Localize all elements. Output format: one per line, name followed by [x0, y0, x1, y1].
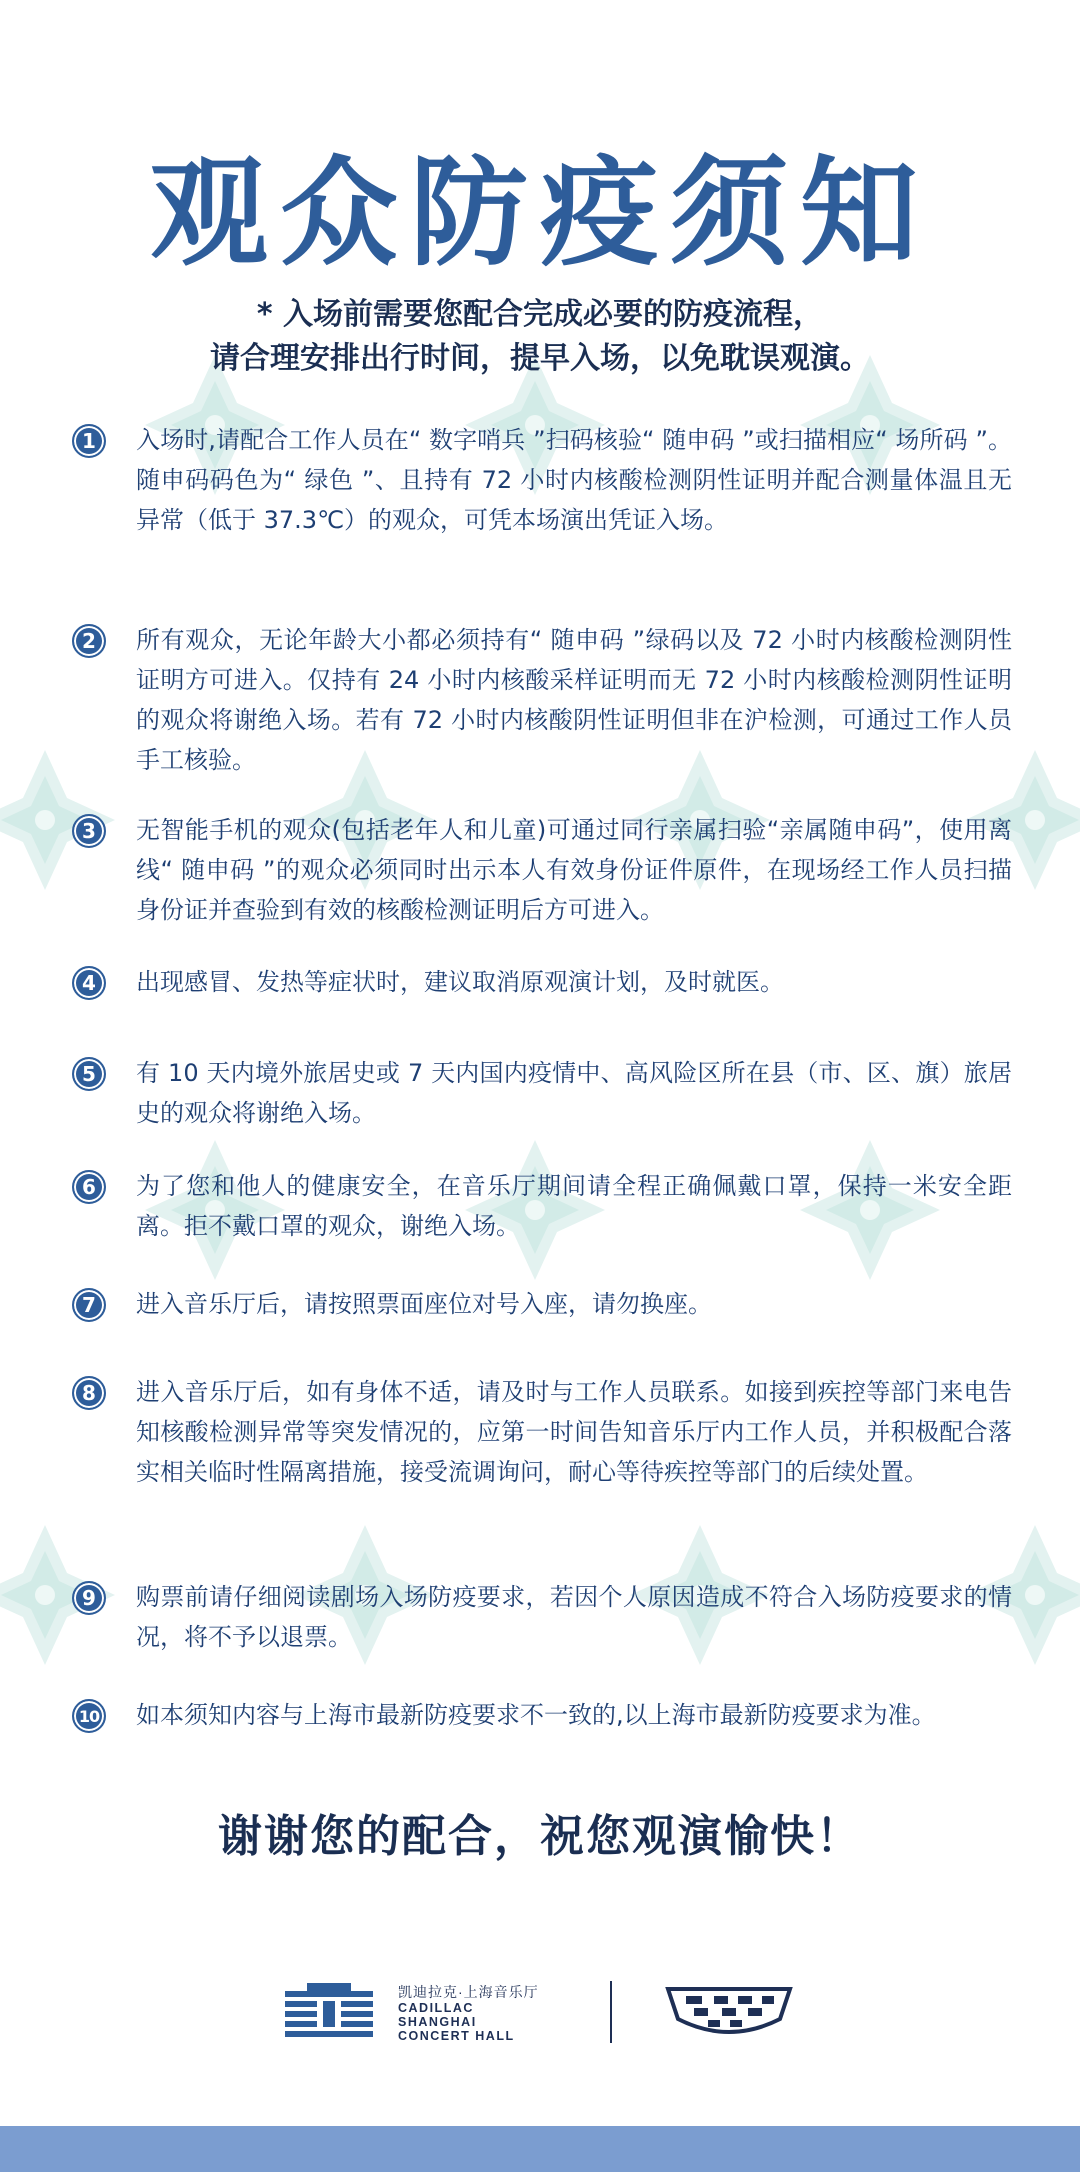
page-title: 观众防疫须知	[149, 144, 930, 282]
bottom-color-bar	[0, 2126, 1080, 2172]
footer-logos	[0, 1975, 1080, 2045]
rule-text: 出现感冒、发热等症状时，建议取消原观演计划，及时就医。	[136, 968, 784, 996]
rule-text: 购票前请仔细阅读剧场入场防疫要求，若因个人原因造成不符合入场防疫要求的情况，将不予以退票。	[136, 1583, 1012, 1651]
number-badge: 4	[72, 966, 106, 1000]
number-badge: 2	[72, 624, 106, 658]
number-badge: 9	[72, 1581, 106, 1615]
rule-item-9	[72, 1577, 1012, 1657]
number-badge: 10	[72, 1699, 106, 1733]
rule-item-5	[72, 1053, 1012, 1133]
number-badge: 3	[72, 814, 106, 848]
hall-name-en-2: SHANGHAI	[398, 2015, 477, 2029]
intro-line-2: 请合理安排出行时间，提早入场，以免耽误观演。	[210, 341, 870, 376]
intro-line-1: * 入场前需要您配合完成必要的防疫流程，	[256, 297, 824, 332]
cadillac-crest-icon	[664, 1985, 794, 2039]
hall-name-en-1: CADILLAC	[398, 2001, 474, 2015]
rule-item-3	[72, 810, 1012, 930]
concert-hall-name	[398, 1983, 539, 2043]
logo-divider	[610, 1981, 612, 2043]
number-badge: 5	[72, 1057, 106, 1091]
hall-name-en-3: CONCERT HALL	[398, 2029, 515, 2043]
rule-text: 如本须知内容与上海市最新防疫要求不一致的,以上海市最新防疫要求为准。	[136, 1701, 936, 1729]
rule-item-1	[72, 420, 1012, 540]
rule-text: 进入音乐厅后，如有身体不适，请及时与工作人员联系。如接到疾控等部门来电告知核酸检测异常等突发情况的，应第一时间告知音乐厅内工作人员，并积极配合落实相关临时性隔离措施，接受流调询问，耐心等待疾控等部门的后续处置。	[136, 1378, 1012, 1486]
number-badge: 6	[72, 1170, 106, 1204]
intro-note	[0, 293, 1080, 381]
rule-text: 入场时,请配合工作人员在“ 数字哨兵 ”扫码核验“ 随申码 ”或扫描相应“ 场所码 ”。随申码码色为“ 绿色 ”、且持有 72 小时内核酸检测阴性证明并配合测量体温且无异常（低于 37.3℃）的观众，可凭本场演出凭证入场。	[136, 426, 1012, 534]
hall-name-cn: 凯迪拉克·上海音乐厅	[398, 1984, 539, 2000]
rule-item-10	[72, 1695, 1012, 1735]
thanks-message: 谢谢您的配合，祝您观演愉快！	[218, 1811, 862, 1862]
rule-item-2	[72, 620, 1012, 780]
rule-text: 进入音乐厅后，请按照票面座位对号入座，请勿换座。	[136, 1290, 712, 1318]
number-badge: 8	[72, 1376, 106, 1410]
rule-item-4	[72, 962, 1012, 1002]
rule-text: 无智能手机的观众(包括老年人和儿童)可通过同行亲属扫验“亲属随申码”，使用离线“ 随申码 ”的观众必须同时出示本人有效身份证件原件，在现场经工作人员扫描身份证并查验到有效的核酸检测证明后方可进入。	[136, 816, 1012, 924]
concert-hall-logo-icon	[285, 1983, 373, 2039]
rule-text: 有 10 天内境外旅居史或 7 天内国内疫情中、高风险区所在县（市、区、旗）旅居史的观众将谢绝入场。	[136, 1059, 1012, 1127]
rule-item-6	[72, 1166, 1012, 1246]
rule-item-8	[72, 1372, 1012, 1492]
rule-text: 所有观众，无论年龄大小都必须持有“ 随申码 ”绿码以及 72 小时内核酸检测阴性证明方可进入。仅持有 24 小时内核酸采样证明而无 72 小时内核酸检测阴性证明的观众将谢绝入场。若有 72 小时内核酸阴性证明但非在沪检测，可通过工作人员手工核验。	[136, 626, 1012, 774]
number-badge: 7	[72, 1288, 106, 1322]
number-badge: 1	[72, 424, 106, 458]
rule-text: 为了您和他人的健康安全，在音乐厅期间请全程正确佩戴口罩，保持一米安全距离。拒不戴口罩的观众，谢绝入场。	[136, 1172, 1012, 1240]
rule-item-7	[72, 1284, 1012, 1324]
